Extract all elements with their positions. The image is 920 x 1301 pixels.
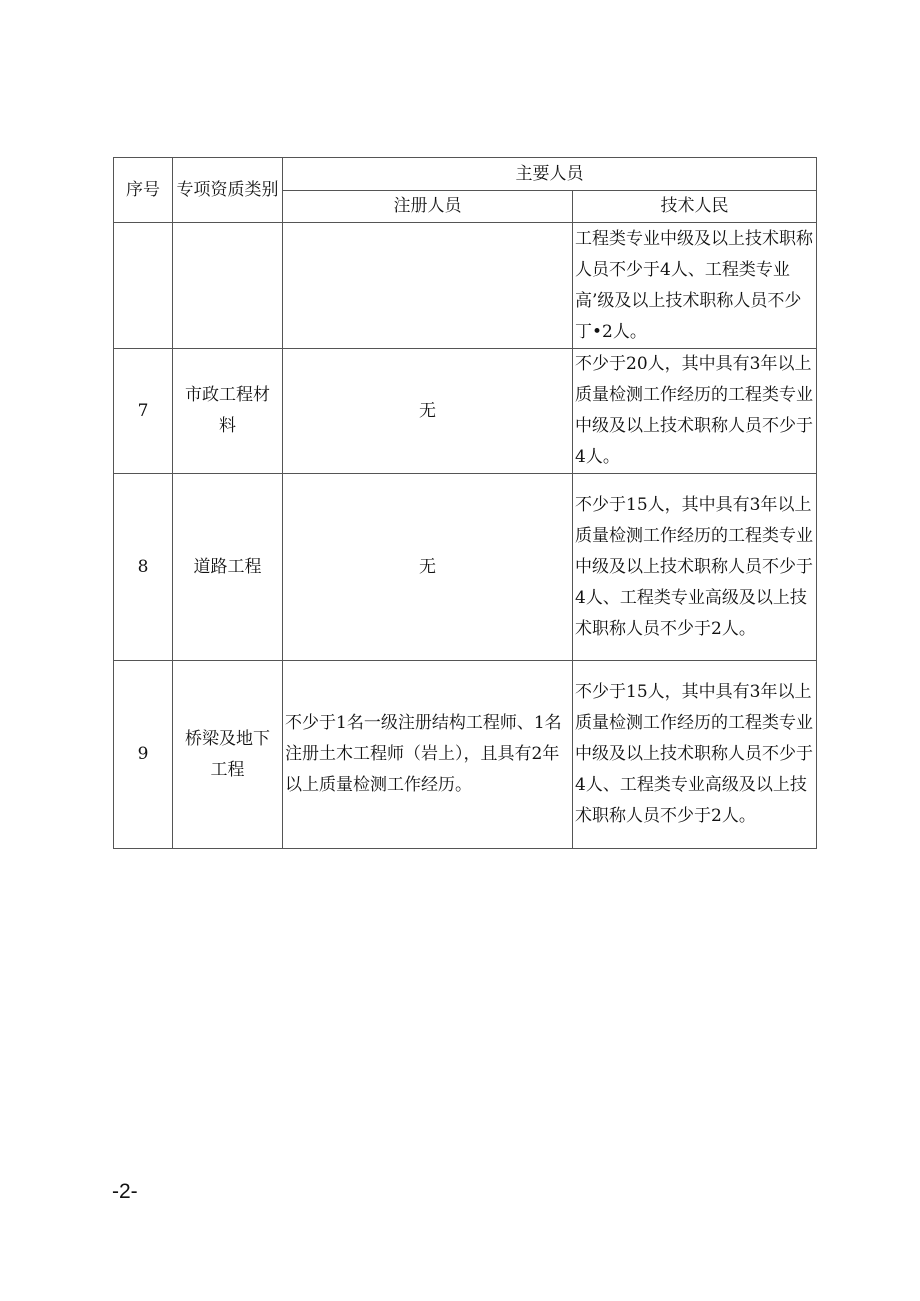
cell-registered: 无	[283, 474, 573, 661]
cell-registered	[283, 223, 573, 349]
cell-seq: 7	[114, 349, 173, 474]
cell-category: 市政工程材料	[173, 349, 283, 474]
cell-technical: 不少于15人，其中具有3年以上质量检测工作经历的工程类专业中级及以上技术职称人员不少于4人、工程类专业高级及以上技术职称人员不少于2人。	[573, 661, 817, 849]
header-technical: 技术人民	[573, 191, 817, 223]
header-row-1	[114, 158, 817, 191]
cell-seq: 8	[114, 474, 173, 661]
cell-category: 桥梁及地下工程	[173, 661, 283, 849]
cell-registered: 无	[283, 349, 573, 474]
cell-technical: 工程类专业中级及以上技术职称人员不少于4人、工程类专业高’级及以上技术职称人员不少丁•2人。	[573, 223, 817, 349]
header-main-personnel: 主要人员	[283, 158, 817, 191]
cell-category: 道路工程	[173, 474, 283, 661]
cell-seq	[114, 223, 173, 349]
personnel-requirements-table	[113, 157, 817, 849]
page-number: -2-	[112, 1180, 138, 1203]
cell-seq: 9	[114, 661, 173, 849]
cell-technical: 不少于15人，其中具有3年以上质量检测工作经历的工程类专业中级及以上技术职称人员不少于4人、工程类专业高级及以上技术职称人员不少于2人。	[573, 474, 817, 661]
header-seq: 序号	[114, 158, 173, 223]
table-row	[114, 349, 817, 474]
header-category: 专项资质类别	[173, 158, 283, 223]
cell-category	[173, 223, 283, 349]
table-row	[114, 223, 817, 349]
table-row	[114, 474, 817, 661]
cell-registered: 不少于1名一级注册结构工程师、1名注册土木工程师（岩上），且具有2年以上质量检测工作经历。	[283, 661, 573, 849]
header-registered: 注册人员	[283, 191, 573, 223]
table-row	[114, 661, 817, 849]
cell-technical: 不少于20人，其中具有3年以上质量检测工作经历的工程类专业中级及以上技术职称人员不少于4人。	[573, 349, 817, 474]
